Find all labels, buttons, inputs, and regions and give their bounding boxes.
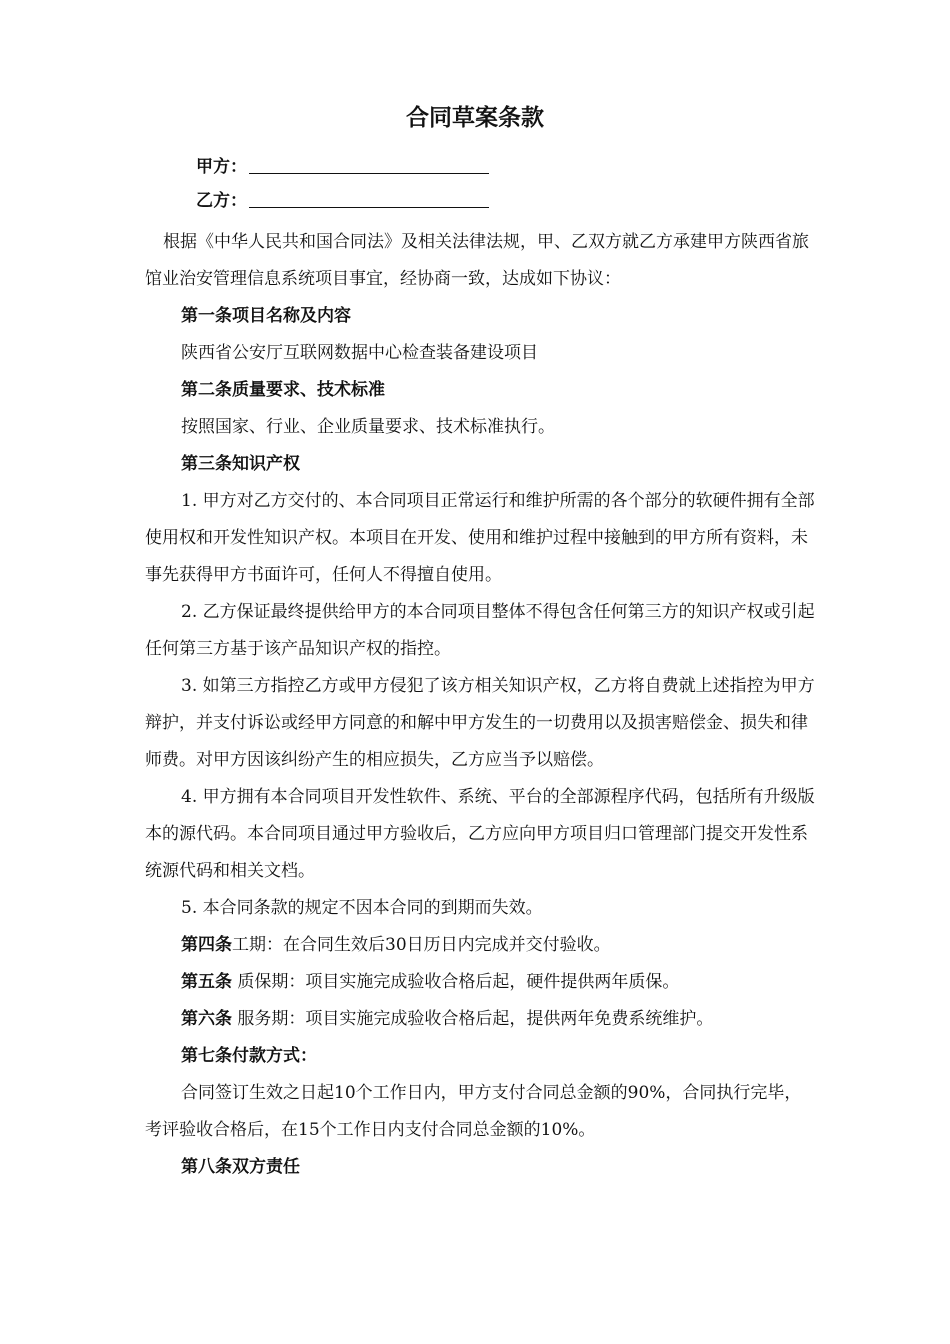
- article-4: [145, 927, 817, 964]
- article-5-text: 质保期：项目实施完成验收合格后起，硬件提供两年质保。: [232, 972, 680, 992]
- article-4-label: 第四条: [181, 935, 232, 955]
- article-6: [145, 1001, 817, 1038]
- article-1-text: 陕西省公安厅互联网数据中心检查装备建设项目: [181, 343, 538, 363]
- article-7-heading: 第七条付款方式：: [181, 1046, 317, 1066]
- article-3-item: 4. 甲方拥有本合同项目开发性软件、系统、平台的全部源程序代码，包括所有升级版本的源代码。本合同项目通过甲方验收后，乙方应向甲方项目归口管理部门提交开发性系统源代码和相关文档。: [145, 787, 815, 881]
- document-title: 合同草案条款: [406, 105, 544, 131]
- article-6-label: 第六条: [181, 1009, 232, 1029]
- article-3-heading: 第三条知识产权: [181, 454, 300, 474]
- article-1-heading: 第一条项目名称及内容: [181, 306, 351, 326]
- party-a-label: 甲方：: [196, 157, 247, 177]
- article-2-text: 按照国家、行业、企业质量要求、技术标准执行。: [181, 417, 555, 437]
- article-5: [145, 964, 817, 1001]
- contract-body: [145, 224, 817, 1186]
- article-7-text: 合同签订生效之日起10个工作日内，甲方支付合同总金额的90%，合同执行完毕，考评验收合格后，在15个工作日内支付合同总金额的10%。: [145, 1083, 802, 1140]
- article-3-item: 1. 甲方对乙方交付的、本合同项目正常运行和维护所需的各个部分的软硬件拥有全部使用权和开发性知识产权。本项目在开发、使用和维护过程中接触到的甲方所有资料，未事先获得甲方书面许可，任何人不得擅自使用。: [145, 491, 815, 585]
- party-b-line: [196, 187, 489, 215]
- article-3-item: 5. 本合同条款的规定不因本合同的到期而失效。: [181, 898, 543, 918]
- article-4-text: 工期：在合同生效后30日历日内完成并交付验收。: [232, 935, 611, 955]
- party-a-blank: [249, 157, 489, 174]
- article-2-heading: 第二条质量要求、技术标准: [181, 380, 385, 400]
- party-a-line: [196, 153, 489, 181]
- article-8-heading: 第八条双方责任: [181, 1157, 300, 1177]
- article-6-text: 服务期：项目实施完成验收合格后起，提供两年免费系统维护。: [232, 1009, 714, 1029]
- intro-paragraph: 根据《中华人民共和国合同法》及相关法律法规，甲、乙双方就乙方承建甲方陕西省旅馆业治安管理信息系统项目事宜，经协商一致，达成如下协议：: [145, 232, 809, 289]
- article-3-item: 3. 如第三方指控乙方或甲方侵犯了该方相关知识产权，乙方将自费就上述指控为甲方辩护，并支付诉讼或经甲方同意的和解中甲方发生的一切费用以及损害赔偿金、损失和律师费。对甲方因该纠纷产生的相应损失，乙方应当予以赔偿。: [145, 676, 815, 770]
- article-3-item: 2. 乙方保证最终提供给甲方的本合同项目整体不得包含任何第三方的知识产权或引起任何第三方基于该产品知识产权的指控。: [145, 602, 815, 659]
- article-5-label: 第五条: [181, 972, 232, 992]
- party-b-blank: [249, 191, 489, 208]
- party-b-label: 乙方：: [196, 191, 247, 211]
